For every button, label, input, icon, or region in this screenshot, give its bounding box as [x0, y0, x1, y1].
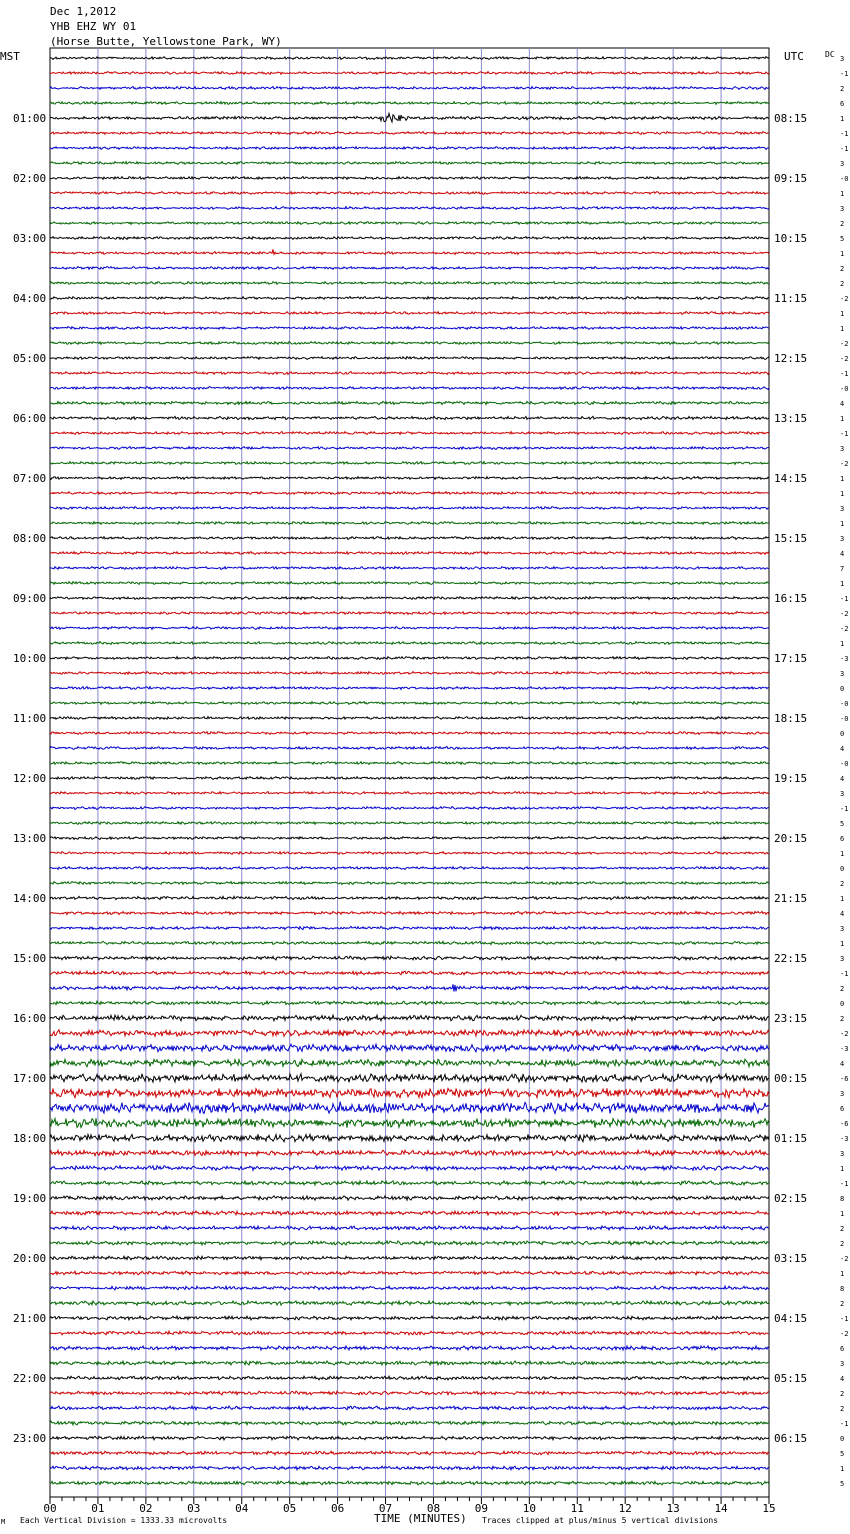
dc-offset-label: -1: [840, 595, 849, 603]
mst-hour-label: 22:00: [13, 1372, 47, 1385]
date-title: Dec 1,2012: [50, 5, 117, 18]
trace-red: [50, 911, 769, 914]
dc-offset-label: -6: [840, 1120, 849, 1128]
trace-red: [50, 432, 769, 435]
dc-offset-label: 6: [840, 100, 845, 108]
mst-hour-label: 09:00: [13, 592, 47, 605]
trace-blue: [50, 867, 769, 870]
utc-hour-label: 20:15: [774, 832, 808, 845]
x-tick-label: 06: [330, 1502, 345, 1515]
dc-offset-label: -3: [840, 655, 849, 663]
trace-black: [50, 657, 769, 660]
utc-hour-label: 17:15: [774, 652, 808, 665]
trace-green: [50, 762, 769, 765]
x-tick-label: 01: [91, 1502, 105, 1515]
dc-offset-label: 1: [840, 895, 845, 903]
utc-hour-label: 01:15: [774, 1132, 808, 1145]
dc-offset-label: -2: [840, 610, 849, 618]
scale-note: Each Vertical Division = 1333.33 microvolts: [20, 1516, 228, 1525]
dc-offset-label: -3: [840, 1135, 849, 1143]
dc-offset-label: 2: [840, 1015, 845, 1023]
trace-green: [50, 102, 769, 105]
utc-hour-label: 04:15: [774, 1312, 808, 1325]
trace-red: [50, 732, 769, 735]
trace-green: [50, 1118, 769, 1128]
trace-blue: [50, 627, 769, 630]
trace-black: [50, 1376, 769, 1380]
dc-offset-label: 2: [840, 1300, 845, 1308]
dc-offset-label: 3: [840, 445, 845, 453]
plot-frame: [50, 48, 769, 1497]
trace-black: [50, 113, 769, 122]
trace-black: [50, 597, 769, 600]
trace-green: [50, 1241, 769, 1245]
utc-hour-label: 02:15: [774, 1192, 808, 1205]
trace-green: [50, 222, 769, 225]
clip-note: Traces clipped at plus/minus 5 vertical divisions: [482, 1516, 719, 1525]
utc-hour-label: 13:15: [774, 412, 808, 425]
utc-hour-label: 15:15: [774, 532, 808, 545]
trace-red: [50, 1030, 769, 1037]
mst-hour-label: 23:00: [13, 1432, 47, 1445]
trace-red: [50, 612, 769, 615]
trace-blue: [50, 87, 769, 90]
dc-offset-label: -2: [840, 295, 849, 303]
dc-offset-label: 2: [840, 1240, 845, 1248]
utc-hour-label: 19:15: [774, 772, 808, 785]
trace-green: [50, 282, 769, 285]
dc-offset-label: 4: [840, 910, 845, 918]
trace-green: [50, 582, 769, 585]
mst-hour-label: 01:00: [13, 112, 47, 125]
trace-red: [50, 492, 769, 495]
trace-green: [50, 822, 769, 825]
dc-offset-label: 2: [840, 265, 845, 273]
dc-offset-label: -2: [840, 1330, 849, 1338]
trace-blue: [50, 747, 769, 750]
trace-black: [50, 416, 769, 419]
trace-black: [50, 357, 769, 360]
dc-offset-label: 7: [840, 565, 845, 573]
trace-black: [50, 896, 769, 899]
mst-hour-label: 21:00: [13, 1312, 47, 1325]
trace-blue: [50, 1286, 769, 1290]
utc-hour-label: 12:15: [774, 352, 808, 365]
dc-offset-label: -2: [840, 625, 849, 633]
trace-red: [50, 552, 769, 555]
dc-offset-label: 0: [840, 1435, 845, 1443]
utc-hour-label: 14:15: [774, 472, 808, 485]
trace-green: [50, 1481, 769, 1485]
trace-black: [50, 477, 769, 480]
dc-offset-label: 2: [840, 1390, 845, 1398]
dc-offset-label: 4: [840, 1060, 845, 1068]
dc-offset-label: 2: [840, 1225, 845, 1233]
trace-black: [50, 956, 769, 960]
x-tick-label: 09: [474, 1502, 489, 1515]
dc-offset-label: 1: [840, 1465, 845, 1473]
utc-hour-label: 00:15: [774, 1072, 808, 1085]
dc-offset-label: 3: [840, 1150, 845, 1158]
dc-offset-label: 4: [840, 400, 845, 408]
trace-blue: [50, 207, 769, 210]
trace-black: [50, 57, 769, 60]
corner-mark: M: [1, 1518, 6, 1526]
trace-green: [50, 162, 769, 165]
dc-offset-label: 5: [840, 1480, 845, 1488]
trace-black: [50, 1256, 769, 1260]
utc-hour-label: 16:15: [774, 592, 808, 605]
dc-offset-label: -0: [840, 760, 849, 768]
utc-hour-label: 08:15: [774, 112, 808, 125]
mst-hour-label: 07:00: [13, 472, 47, 485]
trace-blue: [50, 1226, 769, 1230]
dc-offset-label: 1: [840, 940, 845, 948]
trace-blue: [50, 1166, 769, 1171]
dc-offset-label: 5: [840, 820, 845, 828]
dc-offset-label: 4: [840, 550, 845, 558]
dc-offset-label: -1: [840, 130, 849, 138]
trace-red: [50, 672, 769, 675]
x-tick-label: 03: [187, 1502, 201, 1515]
mst-hour-label: 10:00: [13, 652, 47, 665]
dc-offset-label: -1: [840, 370, 849, 378]
mst-hour-label: 18:00: [13, 1132, 47, 1145]
dc-offset-label: -1: [840, 1420, 849, 1428]
dc-offset-label: 5: [840, 1450, 845, 1458]
x-tick-label: 07: [378, 1502, 393, 1515]
trace-blue: [50, 926, 769, 929]
utc-hour-label: 22:15: [774, 952, 808, 965]
dc-offset-label: 2: [840, 1405, 845, 1413]
trace-green: [50, 401, 769, 404]
dc-offset-label: 3: [840, 505, 845, 513]
trace-blue: [50, 984, 769, 991]
dc-offset-label: -0: [840, 175, 849, 183]
mst-hour-label: 19:00: [13, 1192, 47, 1205]
dc-offset-label: -6: [840, 1075, 849, 1083]
dc-offset-label: -1: [840, 430, 849, 438]
dc-offset-label: -0: [840, 715, 849, 723]
trace-red: [50, 1271, 769, 1275]
dc-offset-label: -2: [840, 355, 849, 363]
trace-black: [50, 1074, 769, 1083]
mst-hour-label: 17:00: [13, 1072, 47, 1085]
trace-green: [50, 462, 769, 465]
dc-offset-label: 5: [840, 235, 845, 243]
x-tick-label: 13: [666, 1502, 680, 1515]
dc-offset-label: 2: [840, 220, 845, 228]
dc-offset-label: 6: [840, 835, 845, 843]
trace-black: [50, 537, 769, 540]
dc-offset-label: 3: [840, 955, 845, 963]
x-tick-label: 11: [570, 1502, 584, 1515]
dc-offset-label: 3: [840, 1090, 845, 1098]
dc-offset-label: -3: [840, 1045, 849, 1053]
dc-offset-label: 1: [840, 115, 845, 123]
dc-offset-label: -2: [840, 340, 849, 348]
utc-hour-label: 06:15: [774, 1432, 808, 1445]
station-title: YHB EHZ WY 01: [50, 20, 137, 33]
trace-blue: [50, 507, 769, 510]
dc-offset-label: 0: [840, 865, 845, 873]
dc-offset-label: 2: [840, 280, 845, 288]
trace-blue: [50, 687, 769, 690]
trace-blue: [50, 1406, 769, 1410]
dc-offset-label: -1: [840, 805, 849, 813]
dc-offset-label: 3: [840, 535, 845, 543]
trace-blue: [50, 327, 769, 330]
trace-red: [50, 792, 769, 795]
trace-blue: [50, 387, 769, 390]
trace-blue: [50, 1466, 769, 1470]
dc-offset-label: -1: [840, 1180, 849, 1188]
dc-offset-label: 1: [840, 580, 845, 588]
trace-green: [50, 1361, 769, 1365]
trace-blue: [50, 147, 769, 150]
dc-offset-label: 2: [840, 985, 845, 993]
trace-green: [50, 1301, 769, 1305]
x-tick-label: 00: [43, 1502, 57, 1515]
x-tick-label: 04: [235, 1502, 249, 1515]
mst-hour-label: 04:00: [13, 292, 47, 305]
trace-black: [50, 1015, 769, 1021]
trace-red: [50, 72, 769, 75]
trace-black: [50, 1196, 769, 1200]
x-tick-label: 10: [522, 1502, 536, 1515]
trace-green: [50, 1421, 769, 1425]
trace-red: [50, 1391, 769, 1395]
dc-offset-label: 0: [840, 1000, 845, 1008]
dc-offset-label: 1: [840, 1270, 845, 1278]
dc-offset-label: 4: [840, 1375, 845, 1383]
trace-red: [50, 249, 769, 254]
x-tick-label: 05: [283, 1502, 297, 1515]
utc-hour-label: 21:15: [774, 892, 808, 905]
dc-offset-label: -0: [840, 385, 849, 393]
dc-offset-label: 1: [840, 415, 845, 423]
mst-hour-label: 02:00: [13, 172, 47, 185]
dc-offset-label: 1: [840, 325, 845, 333]
dc-offset-label: 1: [840, 250, 845, 258]
dc-offset-label: 2: [840, 880, 845, 888]
dc-offset-label: 1: [840, 190, 845, 198]
dc-offset-label: -1: [840, 1315, 849, 1323]
trace-black: [50, 237, 769, 240]
trace-green: [50, 1059, 769, 1066]
utc-hour-label: 05:15: [774, 1372, 808, 1385]
mst-hour-label: 03:00: [13, 232, 47, 245]
dc-offset-label: 8: [840, 1285, 845, 1293]
x-tick-label: 14: [714, 1502, 728, 1515]
trace-blue: [50, 267, 769, 270]
trace-green: [50, 342, 769, 345]
trace-red: [50, 132, 769, 135]
trace-green: [50, 882, 769, 885]
trace-red: [50, 1331, 769, 1335]
trace-blue: [50, 1102, 769, 1114]
dc-offset-label: 4: [840, 745, 845, 753]
trace-black: [50, 717, 769, 720]
dc-offset-label: 3: [840, 790, 845, 798]
dc-offset-label: 6: [840, 1105, 845, 1113]
trace-black: [50, 1436, 769, 1440]
trace-red: [50, 1211, 769, 1215]
mst-hour-label: 20:00: [13, 1252, 47, 1265]
utc-hour-label: 09:15: [774, 172, 808, 185]
x-tick-label: 12: [618, 1502, 632, 1515]
utc-axis-label: UTC: [784, 50, 804, 63]
dc-axis-label: DC: [825, 50, 835, 59]
trace-red: [50, 971, 769, 975]
trace-black: [50, 837, 769, 840]
mst-hour-label: 05:00: [13, 352, 47, 365]
trace-green: [50, 522, 769, 525]
dc-offset-label: -1: [840, 970, 849, 978]
dc-offset-label: 3: [840, 1360, 845, 1368]
trace-green: [50, 1181, 769, 1185]
dc-offset-label: 1: [840, 1165, 845, 1173]
dc-offset-label: -0: [840, 700, 849, 708]
trace-blue: [50, 1346, 769, 1350]
trace-black: [50, 1316, 769, 1320]
trace-red: [50, 372, 769, 375]
dc-offset-label: -2: [840, 460, 849, 468]
mst-hour-label: 15:00: [13, 952, 47, 965]
dc-offset-label: 1: [840, 475, 845, 483]
mst-hour-label: 16:00: [13, 1012, 47, 1025]
trace-black: [50, 177, 769, 180]
dc-offset-label: 3: [840, 205, 845, 213]
dc-offset-label: 3: [840, 55, 845, 63]
trace-green: [50, 642, 769, 645]
dc-offset-label: -2: [840, 1255, 849, 1263]
mst-hour-label: 11:00: [13, 712, 47, 725]
trace-red: [50, 312, 769, 315]
x-axis-label: TIME (MINUTES): [374, 1512, 467, 1525]
dc-offset-label: 1: [840, 850, 845, 858]
trace-blue: [50, 567, 769, 570]
mst-hour-label: 14:00: [13, 892, 47, 905]
dc-offset-label: -1: [840, 145, 849, 153]
x-tick-label: 15: [762, 1502, 776, 1515]
trace-red: [50, 1150, 769, 1156]
trace-red: [50, 192, 769, 195]
trace-blue: [50, 1044, 769, 1052]
utc-hour-label: 10:15: [774, 232, 808, 245]
x-tick-label: 02: [139, 1502, 153, 1515]
utc-hour-label: 03:15: [774, 1252, 808, 1265]
trace-red: [50, 1088, 769, 1097]
trace-black: [50, 1134, 769, 1142]
trace-blue: [50, 447, 769, 450]
dc-offset-label: -1: [840, 70, 849, 78]
mst-hour-label: 06:00: [13, 412, 47, 425]
utc-hour-label: 18:15: [774, 712, 808, 725]
trace-blue: [50, 807, 769, 810]
trace-green: [50, 702, 769, 705]
trace-black: [50, 777, 769, 780]
trace-red: [50, 852, 769, 855]
trace-green: [50, 941, 769, 944]
dc-offset-label: 0: [840, 730, 845, 738]
trace-black: [50, 297, 769, 300]
dc-offset-label: 1: [840, 1210, 845, 1218]
dc-offset-label: 1: [840, 640, 845, 648]
dc-offset-label: 6: [840, 1345, 845, 1353]
trace-green: [50, 1001, 769, 1005]
location-title: (Horse Butte, Yellowstone Park, WY): [50, 35, 282, 48]
mst-hour-label: 08:00: [13, 532, 47, 545]
dc-offset-label: 0: [840, 685, 845, 693]
trace-red: [50, 1451, 769, 1455]
dc-offset-label: 2: [840, 85, 845, 93]
utc-hour-label: 23:15: [774, 1012, 808, 1025]
dc-offset-label: 1: [840, 310, 845, 318]
mst-axis-label: MST: [0, 50, 20, 63]
x-tick-label: 08: [426, 1502, 441, 1515]
dc-offset-label: 8: [840, 1195, 845, 1203]
mst-hour-label: 13:00: [13, 832, 47, 845]
dc-offset-label: 1: [840, 490, 845, 498]
mst-hour-label: 12:00: [13, 772, 47, 785]
dc-offset-label: 3: [840, 160, 845, 168]
dc-offset-label: 3: [840, 670, 845, 678]
utc-hour-label: 11:15: [774, 292, 808, 305]
dc-offset-label: 4: [840, 775, 845, 783]
dc-offset-label: 3: [840, 925, 845, 933]
dc-offset-label: -2: [840, 1030, 849, 1038]
dc-offset-label: 1: [840, 520, 845, 528]
